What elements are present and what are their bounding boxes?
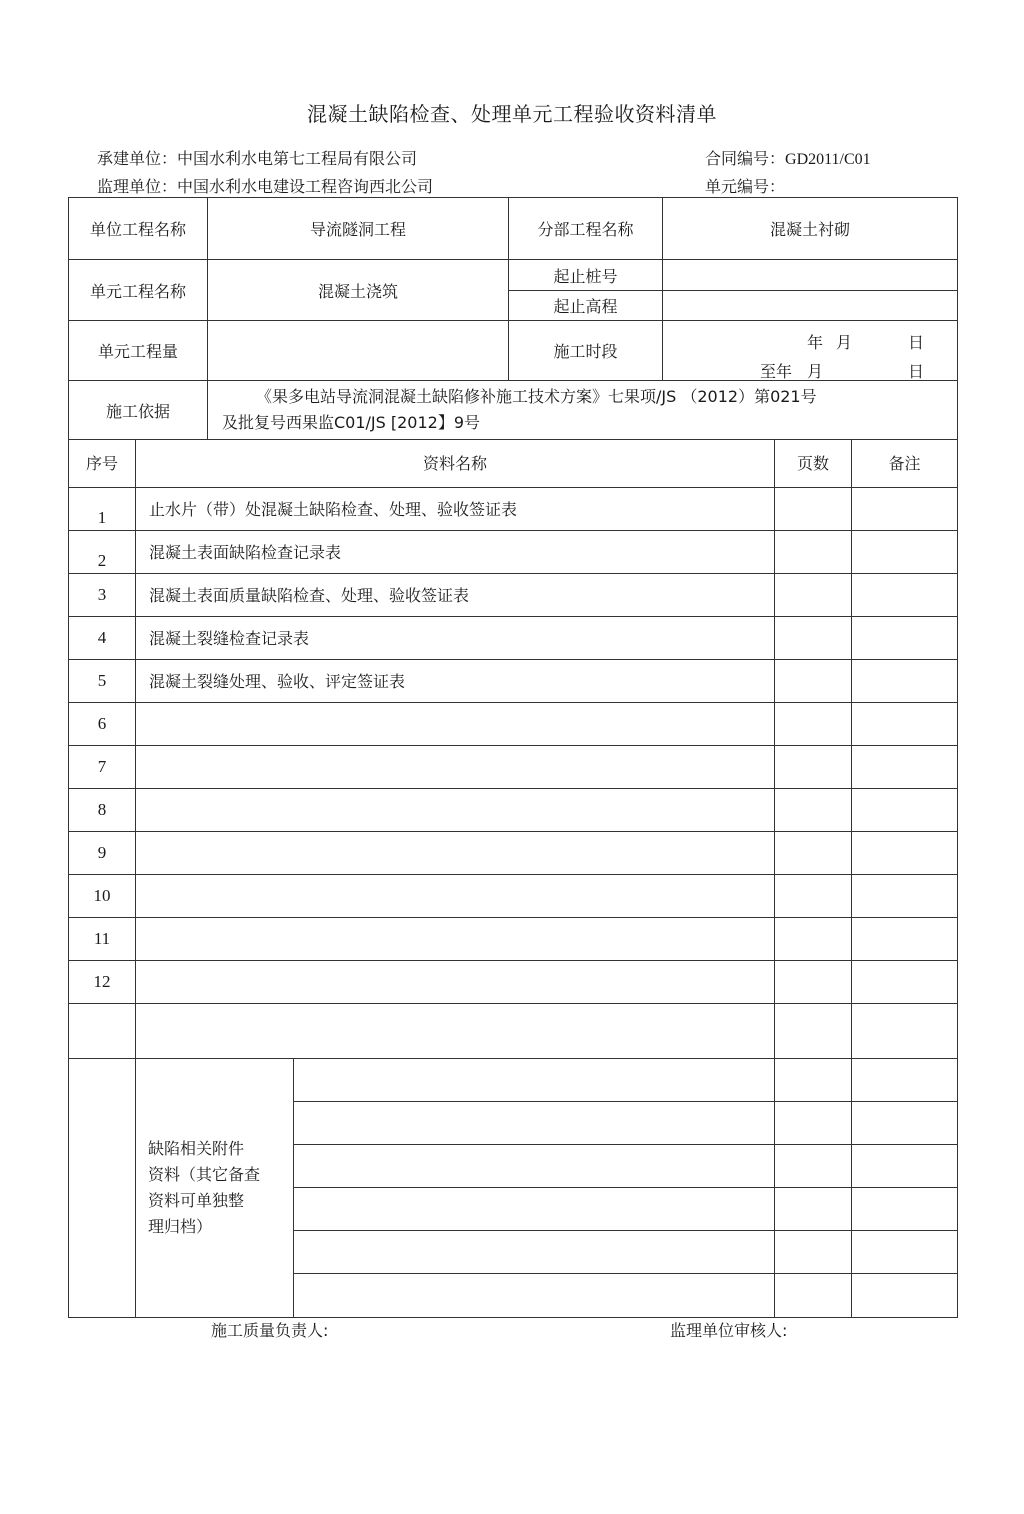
attachment-label xyxy=(136,1058,294,1317)
attachment-label-line: 缺陷相关附件 xyxy=(148,1138,245,1158)
page-count xyxy=(775,1003,852,1058)
document-name xyxy=(136,917,775,960)
row-number: 12 xyxy=(69,960,136,1003)
remark xyxy=(852,702,958,745)
remark xyxy=(852,487,958,530)
remark xyxy=(852,745,958,788)
remark xyxy=(852,1144,958,1187)
element-label: 单元工程名称 xyxy=(69,260,208,321)
date-to-day: 日 xyxy=(908,361,925,381)
info-row-quantity xyxy=(69,321,958,381)
table-row xyxy=(69,487,958,530)
document-name xyxy=(136,960,775,1003)
unit-number-label: 单元编号： xyxy=(705,177,786,196)
list-header-row xyxy=(69,439,958,487)
page-count xyxy=(775,1058,852,1101)
remark xyxy=(852,917,958,960)
info-row-element xyxy=(69,260,958,291)
page-count xyxy=(775,1144,852,1187)
unit-project-label: 单位工程名称 xyxy=(69,198,208,260)
attachment-name xyxy=(294,1230,775,1273)
basis-line-2: 及批复号西果监C01/JS [2012】9号 xyxy=(222,413,481,432)
division-value: 混凝土衬砌 xyxy=(663,198,958,260)
page-count xyxy=(775,659,852,702)
page-count xyxy=(775,788,852,831)
page-count xyxy=(775,1230,852,1273)
page-count xyxy=(775,530,852,573)
table-row xyxy=(69,788,958,831)
table-row xyxy=(69,745,958,788)
document-name: 混凝土裂缝处理、验收、评定签证表 xyxy=(136,659,775,702)
col-pages-header: 页数 xyxy=(775,439,852,487)
stake-value xyxy=(663,260,958,291)
attachment-name xyxy=(294,1187,775,1230)
col-name-header: 资料名称 xyxy=(136,439,775,487)
page-count xyxy=(775,917,852,960)
table-row xyxy=(69,530,958,573)
date-to-year: 至年 xyxy=(760,361,793,381)
period-label: 施工时段 xyxy=(509,321,663,381)
page-count xyxy=(775,487,852,530)
quantity-value xyxy=(208,321,509,381)
contractor-line xyxy=(97,146,417,169)
table-row xyxy=(69,702,958,745)
table-row xyxy=(69,960,958,1003)
supervisor-label: 监理单位： xyxy=(97,177,178,196)
remark xyxy=(852,616,958,659)
row-number xyxy=(69,1003,136,1058)
contractor-name: 中国水利水电第七工程局有限公司 xyxy=(177,149,418,168)
table-row xyxy=(69,917,958,960)
basis-value xyxy=(208,381,958,440)
document-name: 混凝土裂缝检查记录表 xyxy=(136,616,775,659)
table-row xyxy=(69,573,958,616)
info-table xyxy=(68,197,958,440)
contract-line xyxy=(705,146,871,169)
remark xyxy=(852,1101,958,1144)
row-number: 9 xyxy=(69,831,136,874)
division-label: 分部工程名称 xyxy=(509,198,663,260)
table-row xyxy=(69,616,958,659)
document-name xyxy=(136,745,775,788)
document-list-table xyxy=(68,439,958,1318)
attachment-name xyxy=(294,1101,775,1144)
table-row xyxy=(69,659,958,702)
table-row-blank xyxy=(69,1003,958,1058)
info-row-unit-project xyxy=(69,198,958,260)
row-number: 4 xyxy=(69,616,136,659)
remark xyxy=(852,530,958,573)
row-number: 8 xyxy=(69,788,136,831)
row-number: 6 xyxy=(69,702,136,745)
quantity-label: 单元工程量 xyxy=(69,321,208,381)
row-number: 3 xyxy=(69,573,136,616)
document-name xyxy=(136,1003,775,1058)
unit-project-value: 导流隧洞工程 xyxy=(208,198,509,260)
remark xyxy=(852,788,958,831)
row-number: 5 xyxy=(69,659,136,702)
row-number: 2 xyxy=(69,530,136,573)
col-no-header: 序号 xyxy=(69,439,136,487)
basis-line-1: 《果多电站导流洞混凝土缺陷修补施工技术方案》七果项/JS （2012）第021号 xyxy=(256,387,817,406)
page-count xyxy=(775,702,852,745)
page-count xyxy=(775,831,852,874)
page-count xyxy=(775,1187,852,1230)
date-month: 月 xyxy=(836,332,853,352)
remark xyxy=(852,1273,958,1317)
col-remark-header: 备注 xyxy=(852,439,958,487)
supervisor-line xyxy=(97,174,433,197)
attachment-label-line: 资料（其它备查 xyxy=(148,1164,261,1184)
row-number: 7 xyxy=(69,745,136,788)
basis-label: 施工依据 xyxy=(69,381,208,440)
contractor-label: 承建单位： xyxy=(97,149,178,168)
document-name: 混凝土表面缺陷检查记录表 xyxy=(136,530,775,573)
remark xyxy=(852,960,958,1003)
date-to-month: 月 xyxy=(807,361,824,381)
page-count xyxy=(775,573,852,616)
remark xyxy=(852,831,958,874)
elevation-label: 起止高程 xyxy=(509,291,663,321)
supervisor-name: 中国水利水电建设工程咨询西北公司 xyxy=(177,177,434,196)
attachment-name xyxy=(294,1058,775,1101)
table-row xyxy=(69,874,958,917)
remark xyxy=(852,1230,958,1273)
remark xyxy=(852,659,958,702)
document-name: 止水片（带）处混凝土缺陷检查、处理、验收签证表 xyxy=(136,487,775,530)
document-name: 混凝土表面质量缺陷检查、处理、验收签证表 xyxy=(136,573,775,616)
page-count xyxy=(775,1101,852,1144)
remark xyxy=(852,1058,958,1101)
supervisor-reviewer-label: 监理单位审核人: xyxy=(670,1321,788,1340)
period-value xyxy=(663,321,958,381)
elevation-value xyxy=(663,291,958,321)
table-row xyxy=(69,831,958,874)
remark xyxy=(852,1003,958,1058)
attachment-label-line: 理归档） xyxy=(148,1216,213,1236)
date-year: 年 xyxy=(807,332,824,352)
page-title: 混凝土缺陷检查、处理单元工程验收资料清单 xyxy=(307,102,717,126)
page-count xyxy=(775,960,852,1003)
row-number: 10 xyxy=(69,874,136,917)
document-name xyxy=(136,702,775,745)
row-number: 11 xyxy=(69,917,136,960)
attachment-label-line: 资料可单独整 xyxy=(148,1190,245,1210)
page-count xyxy=(775,745,852,788)
remark xyxy=(852,1187,958,1230)
page-count xyxy=(775,616,852,659)
attachment-name xyxy=(294,1273,775,1317)
page-count xyxy=(775,1273,852,1317)
document-name xyxy=(136,788,775,831)
info-row-basis xyxy=(69,381,958,440)
stake-label: 起止桩号 xyxy=(509,260,663,291)
contract-label: 合同编号： xyxy=(705,149,786,168)
date-day: 日 xyxy=(908,332,925,352)
contract-number: GD2011/C01 xyxy=(785,151,871,168)
document-name xyxy=(136,831,775,874)
remark xyxy=(852,874,958,917)
remark xyxy=(852,573,958,616)
attachment-number xyxy=(69,1058,136,1317)
attachment-row xyxy=(69,1058,958,1101)
page-count xyxy=(775,874,852,917)
quality-responsible-label: 施工质量负责人: xyxy=(211,1321,329,1340)
document-name xyxy=(136,874,775,917)
row-number: 1 xyxy=(69,487,136,530)
attachment-name xyxy=(294,1144,775,1187)
element-value: 混凝土浇筑 xyxy=(208,260,509,321)
